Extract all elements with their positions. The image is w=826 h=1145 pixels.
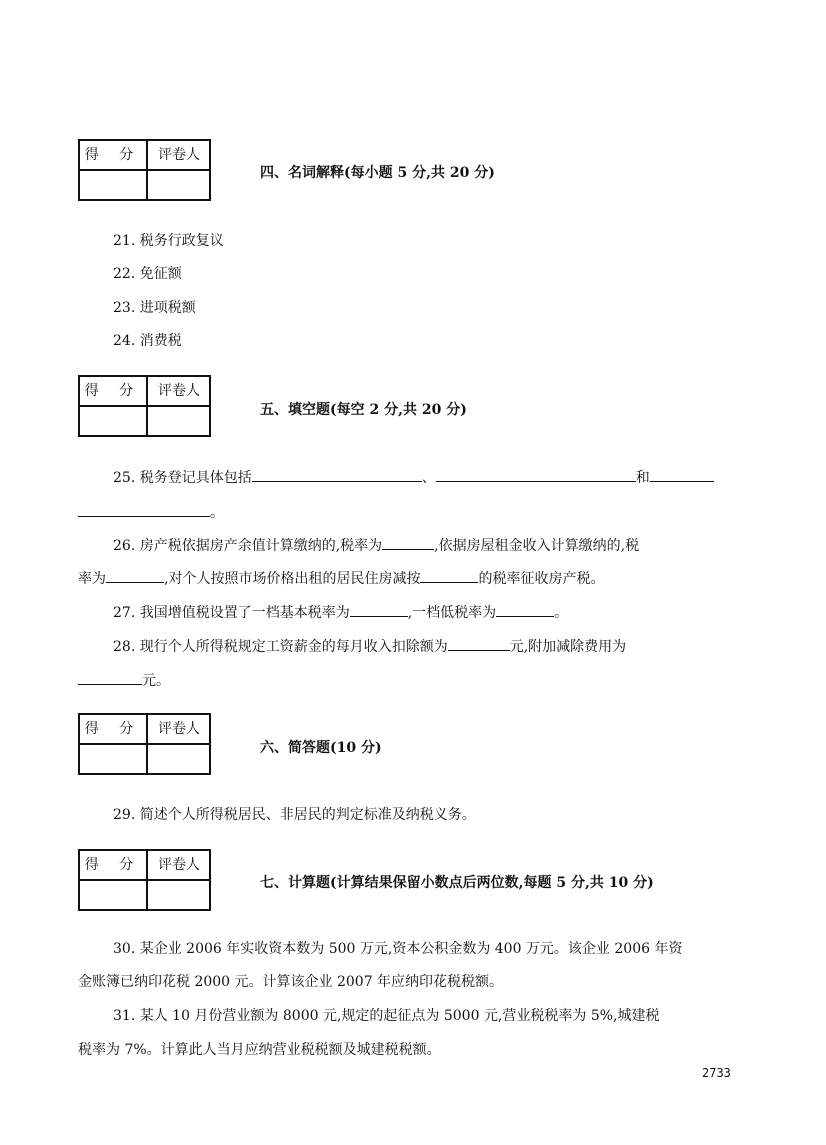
answer-blank[interactable]: [252, 467, 422, 482]
score-box-section4: [78, 139, 211, 201]
question-21: 21. 税务行政复议: [113, 233, 224, 249]
score-label: 得 分: [84, 383, 142, 399]
question-30-cont: 金账簿已纳印花税 2000 元。计算该企业 2007 年应纳印花税税额。: [78, 974, 504, 990]
question-25-text: 25. 税务登记具体包括: [113, 470, 252, 486]
score-label: 得 分: [84, 857, 142, 873]
question-26-text: 率为: [78, 571, 106, 587]
question-27-text: 27. 我国增值税设置了一档基本税率为: [113, 605, 350, 621]
score-label: 得 分: [84, 721, 142, 737]
question-28-cont: [78, 670, 170, 690]
question-26: [113, 535, 639, 555]
score-box-section6: [78, 713, 211, 775]
question-25-sep1: 、: [421, 470, 436, 486]
question-27-text: 。: [554, 605, 569, 621]
answer-blank[interactable]: [78, 670, 142, 685]
section4-title: 四、名词解释(每小题 5 分,共 20 分): [260, 165, 495, 181]
question-30: 30. 某企业 2006 年实收资本数为 500 万元,资本公积金数为 400 万元。该企业 2006 年资: [113, 941, 683, 957]
answer-blank[interactable]: [650, 467, 714, 482]
question-31: 31. 某人 10 月份营业额为 8000 元,规定的起征点为 5000 元,营业税税率为 5%,城建税: [113, 1008, 660, 1024]
score-box-section5: [78, 375, 211, 437]
question-28-text: 元。: [142, 673, 170, 689]
answer-blank[interactable]: [350, 602, 408, 617]
grader-label: 评卷人: [158, 857, 200, 873]
answer-blank[interactable]: [496, 602, 554, 617]
question-23: 23. 进项税额: [113, 300, 196, 316]
question-26-text: 26. 房产税依据房产余值计算缴纳的,税率为: [113, 538, 383, 554]
question-26-cont: [78, 568, 604, 588]
question-28-text: 28. 现行个人所得税规定工资薪金的每月收入扣除额为: [113, 639, 448, 655]
question-27-text: ,一档低税率为: [407, 605, 497, 621]
question-25-cont: [78, 502, 224, 522]
section7-title: 七、计算题(计算结果保留小数点后两位数,每题 5 分,共 10 分): [260, 875, 654, 891]
question-28-text: 元,附加减除费用为: [509, 639, 627, 655]
score-box-section7: [78, 849, 211, 911]
question-24: 24. 消费税: [113, 333, 182, 349]
question-26-text: ,依据房屋租金收入计算缴纳的,税: [434, 538, 640, 554]
question-27: [113, 602, 568, 622]
grader-label: 评卷人: [158, 721, 200, 737]
question-31-cont: 税率为 7%。计算此人当月应纳营业税税额及城建税税额。: [78, 1042, 441, 1058]
answer-blank[interactable]: [106, 568, 164, 583]
answer-blank[interactable]: [420, 568, 478, 583]
question-25: [113, 467, 714, 487]
section6-title: 六、简答题(10 分): [260, 740, 382, 756]
question-26-text: 的税率征收房产税。: [478, 571, 605, 587]
answer-blank[interactable]: [448, 636, 510, 651]
grader-label: 评卷人: [158, 383, 200, 399]
answer-blank[interactable]: [78, 502, 210, 517]
answer-blank[interactable]: [436, 467, 636, 482]
question-25-end: 。: [210, 505, 224, 521]
score-label: 得 分: [84, 147, 142, 163]
question-29: 29. 简述个人所得税居民、非居民的判定标准及纳税义务。: [113, 807, 476, 823]
question-26-text: ,对个人按照市场价格出租的居民住房减按: [164, 571, 421, 587]
question-28: [113, 636, 626, 656]
page-number: 2733: [702, 1066, 731, 1080]
section5-title: 五、填空题(每空 2 分,共 20 分): [260, 402, 467, 418]
question-25-sep2: 和: [635, 470, 650, 486]
grader-label: 评卷人: [158, 147, 200, 163]
question-22: 22. 免征额: [113, 266, 182, 282]
answer-blank[interactable]: [382, 535, 434, 550]
